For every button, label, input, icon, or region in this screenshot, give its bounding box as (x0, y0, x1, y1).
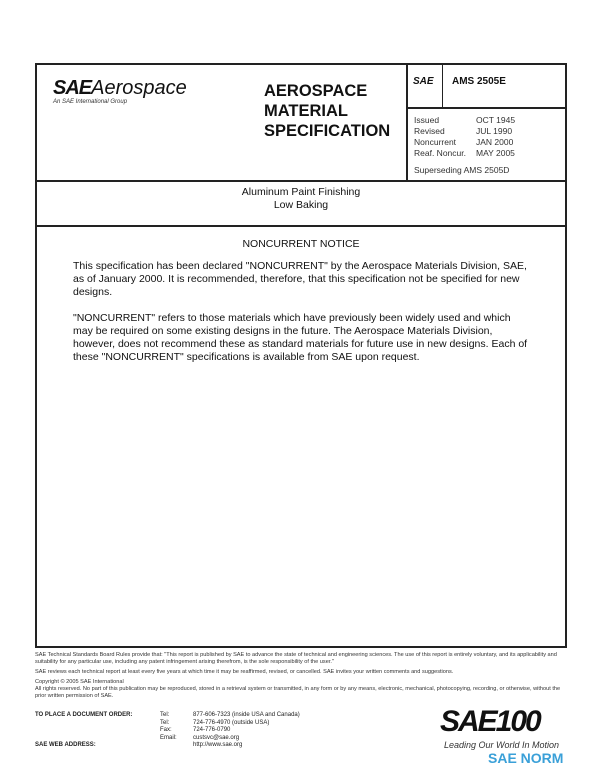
notice-paragraph: "NONCURRENT" refers to those materials which have previously been widely used and which may be required on some existing designs in the future. The Aerospace Materials Division, however, does not recommend these as standard materials for future use in new designs. Each of these "NONCURRENT" specifications is available from SAE upon request. (73, 312, 528, 363)
date-row (414, 148, 515, 159)
contact-label: Tel: (160, 719, 170, 726)
doc-info-column (406, 65, 565, 180)
web-link[interactable]: http://www.sae.org (193, 742, 243, 748)
copyright: Copyright © 2005 SAE International (35, 679, 124, 685)
contact-value: 724-776-0790 (193, 727, 231, 733)
doc-number: AMS 2505E (452, 76, 506, 87)
date-label: Reaf. Noncur. (414, 148, 466, 158)
date-value: JAN 2000 (476, 137, 514, 147)
date-value: JUL 1990 (476, 126, 513, 136)
date-label: Revised (414, 126, 445, 136)
web-label: SAE WEB ADDRESS: (35, 742, 96, 748)
superseding: Superseding AMS 2505D (414, 165, 510, 175)
legal-text: SAE Technical Standards Board Rules provide that: "This report is published by SAE to advance the state of technical and engineering sciences. The use of this report is entirely voluntary, and its applicability and suitability for any particular use, including any patent infringement arising therefrom, is the sole responsibility of the user." (35, 652, 557, 665)
doc-type-line: SPECIFICATION (264, 122, 391, 140)
title-line: Low Baking (273, 199, 329, 211)
contact-value: 724-776-4970 (outside USA) (193, 719, 270, 726)
header (37, 65, 565, 182)
order-label: TO PLACE A DOCUMENT ORDER: (35, 712, 133, 718)
date-list (414, 115, 515, 159)
legal-text: SAE reviews each technical report at least every five years at which time it may be reaffirmed, revised, or cancelled. SAE invites your written comments and suggestions. (35, 669, 454, 675)
doc-type-line: AEROSPACE (264, 82, 368, 100)
date-row (414, 137, 515, 148)
document-type (264, 81, 390, 141)
logo-aerospace: Aerospace (91, 77, 187, 99)
contact-value[interactable]: custsvc@sae.org (193, 734, 240, 741)
sae-aerospace-logo (53, 77, 187, 105)
sae100-logo: SAE100 (440, 705, 540, 738)
sae-small-logo: SAE (408, 65, 443, 107)
contact-label: Tel: (160, 712, 170, 718)
notice-heading: NONCURRENT NOTICE (242, 238, 360, 250)
spec-title (37, 182, 565, 227)
title-line: Aluminum Paint Finishing (241, 186, 361, 198)
contact-label: Fax: (160, 727, 172, 733)
contact-value: 877-606-7323 (inside USA and Canada) (193, 712, 300, 718)
footer-legal (35, 652, 570, 700)
doc-type-line: MATERIAL (264, 102, 349, 120)
date-row (414, 126, 515, 137)
legal-text: All rights reserved. No part of this publication may be reproduced, stored in a retrieval system or transmitted, in any form or by any means, electronic, mechanical, photocopying, recording, or otherwise, without the prior written permission of SAE. (35, 686, 561, 699)
date-value: OCT 1945 (476, 115, 516, 125)
noncurrent-notice (37, 227, 565, 377)
date-label: Issued (414, 115, 440, 125)
date-label: Noncurrent (414, 137, 457, 147)
doc-number-box (408, 65, 565, 109)
tagline: Leading Our World In Motion (444, 740, 560, 750)
logo-subtitle: An SAE International Group (53, 99, 128, 105)
date-row (414, 115, 515, 126)
date-value: MAY 2005 (476, 148, 515, 158)
contact-label: Email: (160, 734, 177, 741)
logo-sae: SAE (53, 77, 92, 99)
notice-paragraph: This specification has been declared "NONCURRENT" by the Aerospace Materials Division, SAE, as of January 2000. It is recommended, therefore, that this specification not be specified for new designs. (73, 260, 527, 298)
sae-norm-watermark: SAE NORM (488, 750, 564, 766)
spec-frame (35, 63, 567, 648)
